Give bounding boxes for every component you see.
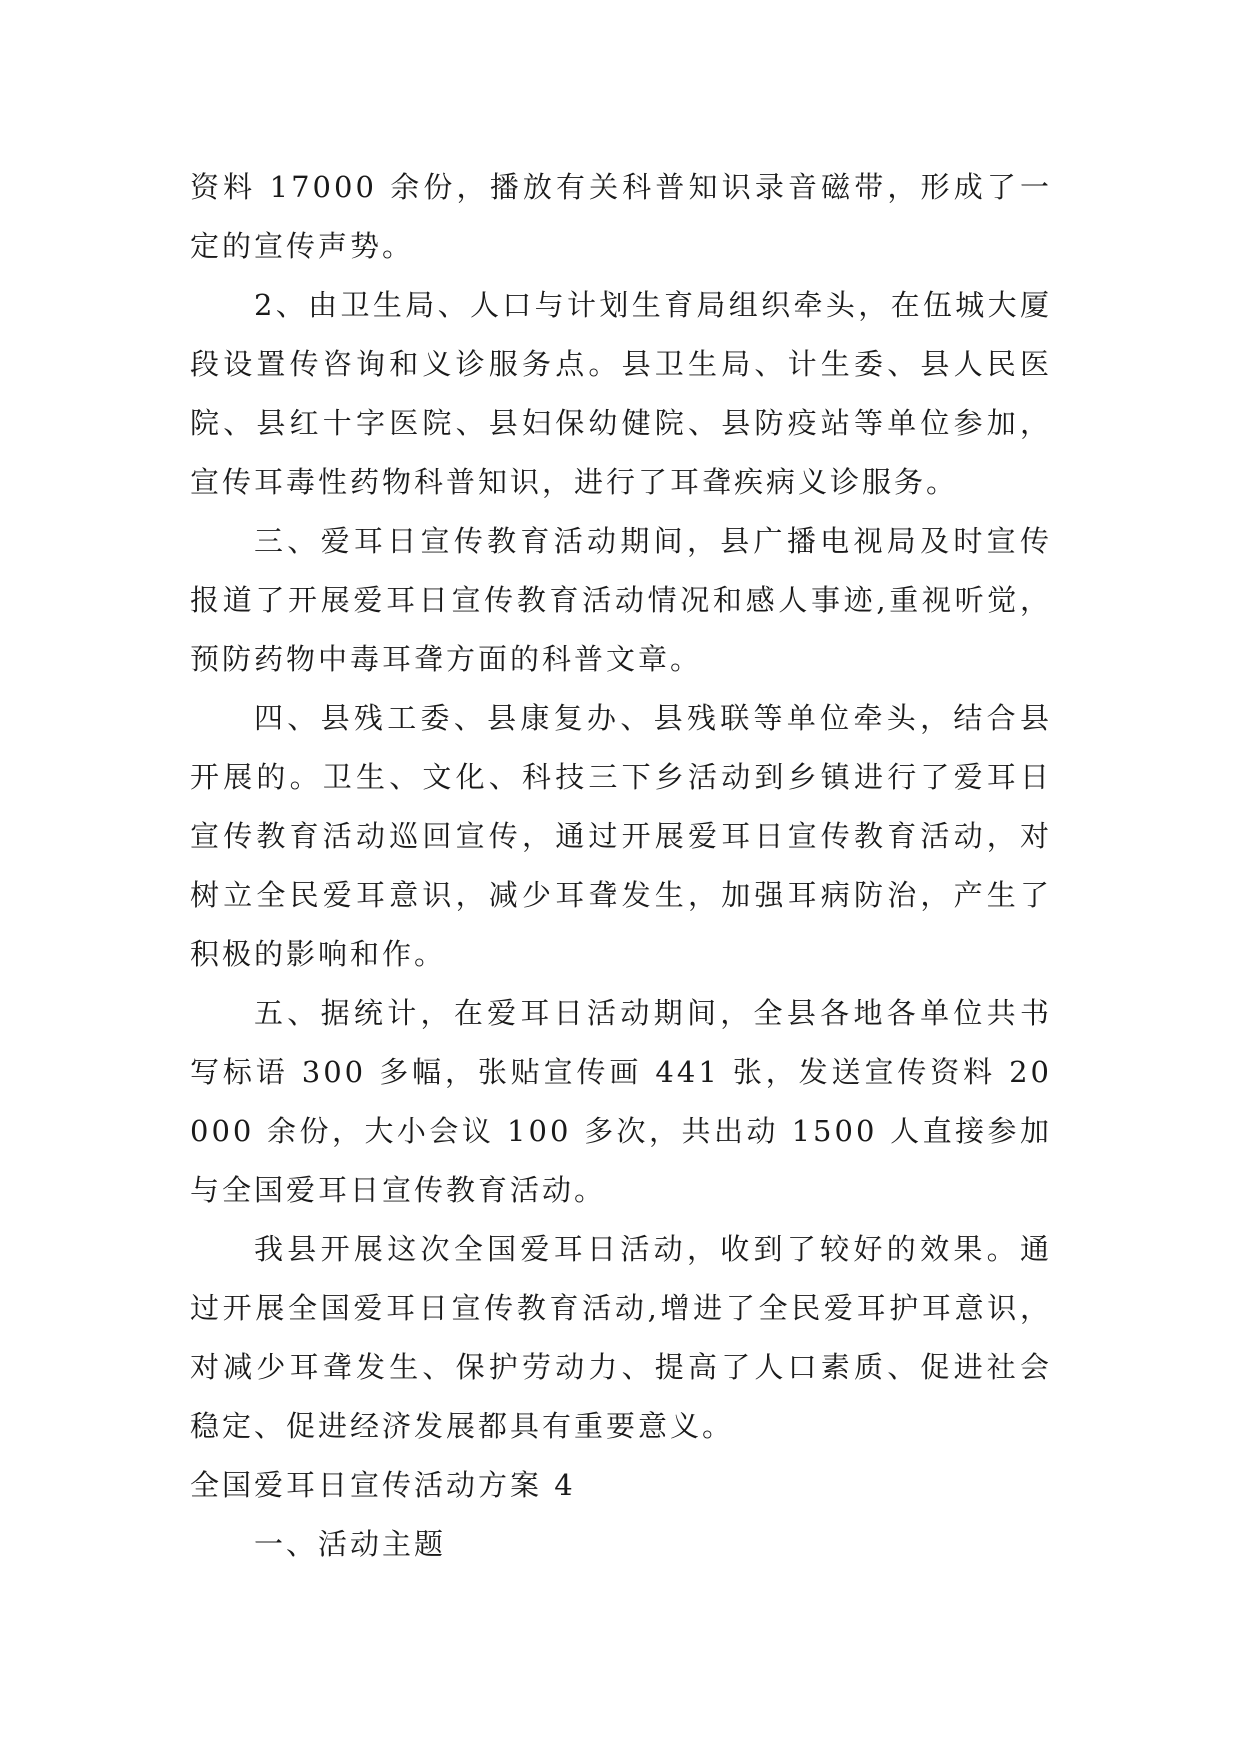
paragraph-item-4: 四、县残工委、县康复办、县残联等单位牵头，结合县开展的。卫生、文化、科技三下乡活动到乡镇进行了爱耳日宣传教育活动巡回宣传，通过开展爱耳日宣传教育活动，对树立全民爱耳意识，减少耳聋发生，加强耳病防治，产生了积极的影响和作。 bbox=[190, 701, 1052, 971]
paragraph-item-5: 五、据统计，在爱耳日活动期间，全县各地各单位共书写标语 300 多幅，张贴宣传画 441 张，发送宣传资料 20000 余份，大小会议 100 多次，共出动 1500 人直接参加与全国爱耳日宣传教育活动。 bbox=[190, 996, 1052, 1207]
paragraph-item-2: 2、由卫生局、人口与计划生育局组织牵头，在伍城大厦段设置传咨询和义诊服务点。县卫生局、计生委、县人民医院、县红十字医院、县妇保幼健院、县防疫站等单位参加，宣传耳毒性药物科普知识，进行了耳聋疾病义诊服务。 bbox=[190, 288, 1052, 499]
document-body bbox=[190, 158, 1052, 1574]
section-title: 全国爱耳日宣传活动方案 4 bbox=[190, 1468, 576, 1502]
paragraph-summary: 我县开展这次全国爱耳日活动，收到了较好的效果。通过开展全国爱耳日宣传教育活动,增进了全民爱耳护耳意识，对减少耳聋发生、保护劳动力、提高了人口素质、促进社会稳定、促进经济发展都具有重要意义。 bbox=[190, 1232, 1052, 1443]
subsection-title: 一、活动主题 bbox=[254, 1527, 447, 1561]
paragraph-continuation: 资料 17000 余份，播放有关科普知识录音磁带，形成了一定的宣传声势。 bbox=[190, 170, 1052, 263]
paragraph-item-3: 三、爱耳日宣传教育活动期间，县广播电视局及时宣传报道了开展爱耳日宣传教育活动情况和感人事迹,重视听觉，预防药物中毒耳聋方面的科普文章。 bbox=[190, 524, 1052, 676]
